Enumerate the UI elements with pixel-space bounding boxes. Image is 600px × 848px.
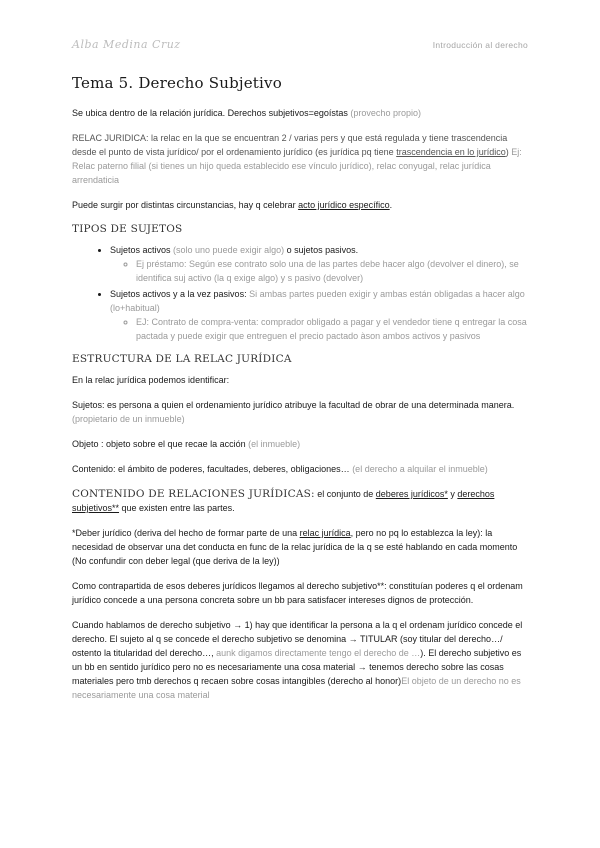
paragraph-identificar: En la relac jurídica podemos identificar: [72,375,230,385]
relac-link[interactable]: trascendencia en lo jurídico [396,147,506,157]
deberes-link[interactable]: deberes jurídicos* [375,489,448,499]
paragraph-relac-juridica [72,131,527,187]
contenido-and: y [447,489,458,499]
deber-text: *Deber jurídico (deriva del hecho de formar parte de una [72,528,300,538]
paragraph-contenido [72,462,527,476]
titular-note-2: El objeto de un derecho no es necesariamente una cosa material [72,676,521,700]
deber-text-2: , pero no pq lo establezca la ley): la necesidad de observar una det conducta en func de la relac jurídica de la q se esté hablando en cada momento [72,528,518,552]
paragraph-sujetos [72,398,527,426]
paragraph-titular [72,618,527,702]
relac-juridica-link[interactable]: relac jurídica [299,528,351,538]
relac-definition: RELAC JURIDICA: la relac en la que se encuentran 2 / varias pers y que está regulada y tiene trascendencia desde el punto de vista jurídico/ por el ordenamiento jurídico (es jurídica pq tiene [72,133,508,157]
contenido-def: el conjunto de [314,489,376,499]
tipos-list [72,243,527,343]
sub-list [110,257,527,285]
document-body [72,74,527,713]
paragraph-surgir [72,198,527,212]
item-text-end: o sujetos pasivos. [284,245,359,255]
heading-estructura: ESTRUCTURA DE LA RELAC JURÍDICA [72,353,292,365]
sub-list [110,315,527,343]
derechos-link[interactable]: derechos subjetivos** [72,489,495,513]
intro-note: (provecho propio) [350,108,421,118]
list-item [110,243,527,285]
item-note: Si ambas partes pueden exigir y ambas están obligadas a hacer algo (lo+habitual) [110,289,525,313]
relac-example: Ej: Relac paterno filial (si tienes un hijo queda establecido ese vínculo jurídico), relac conyugal, relac jurídica arrendaticia [72,147,522,185]
paragraph-deber-juridico [72,526,527,568]
paragraph-objeto [72,437,527,451]
deber-note: (No confundir con deber legal (que deriva de la ley)) [72,556,280,566]
sujetos-example: (propietario de un inmueble) [72,414,185,424]
subject-header: Introducción al derecho [432,40,528,50]
list-item [110,287,527,343]
sub-list-item: ◦ EJ: Contrato de compra-venta: comprador obligado a pagar y el vendedor tiene q entregar la cosa pactada y puede exigir que entreguen el precio pactado àson ambos activos y pasivos [136,315,527,343]
titular-text-2: ). El derecho subjetivo es un bb en sentido jurídico pero no es necesariamente una cosa material → tenemos derecho sobre las cosas materiales pero tmb derechos q recaen sobre cosas intangibles (derecho al honor) [72,648,522,686]
surgir-text: Puede surgir por distintas circunstancias, hay q celebrar [72,200,299,210]
heading-contenido: CONTENIDO DE RELACIONES JURÍDICAS: [72,488,315,500]
page-title: Tema 5. Derecho Subjetivo [72,74,282,92]
item-text: Sujetos activos [110,245,174,255]
acto-juridico-link[interactable]: acto jurídico específico [298,200,390,210]
objeto-text: Objeto : objeto sobre el que recae la acción [72,439,249,449]
titular-text: Cuando hablamos de derecho subjetivo → 1) hay que identificar la persona a la q el ordenam jurídico concede el derecho. El sujeto al q se concede el derecho subjetivo se denomina → TITULAR (soy titular del derecho…/ ostento la titularidad del derecho…, [72,620,523,658]
author-header: Alba Medina Cruz [72,38,181,51]
sub-list-item: ◦ Ej préstamo: Según ese contrato solo una de las partes debe hacer algo (devolver el dinero), se identifica suj activo (la q exige algo) y s pasivo (devolver) [136,257,527,285]
intro-text: Se ubica dentro de la relación jurídica. Derechos subjetivos=egoístas [72,108,351,118]
paragraph-contenido-relaciones [72,487,527,515]
item-text: Sujetos activos y a la vez pasivos: [110,289,250,299]
contenido-text: Contenido: el ámbito de poderes, facultades, deberes, obligaciones… [72,464,353,474]
paragraph-derecho-subjetivo: Como contrapartida de esos deberes jurídicos llegamos al derecho subjetivo**: constituían poderes q el ordenam jurídico concede a una persona concreta sobre un bb para satisfacer intereses dignos de protección. [72,581,523,605]
surgir-end: . [389,200,393,210]
sujetos-text: Sujetos: es persona a quien el ordenamiento jurídico atribuye la facultad de obrar de una determinada manera. [72,400,515,410]
relac-close: ) [505,147,512,157]
titular-note: aunk digamos directamente tengo el derecho de … [216,648,421,658]
item-note: (solo uno puede exigir algo) [173,245,285,255]
contenido-end: que existen entre las partes. [119,503,235,513]
objeto-example: (el inmueble) [248,439,301,449]
paragraph-intro [72,106,527,120]
contenido-example: (el derecho a alquilar el inmueble) [352,464,488,474]
heading-tipos-sujetos: TIPOS DE SUJETOS [72,223,183,235]
